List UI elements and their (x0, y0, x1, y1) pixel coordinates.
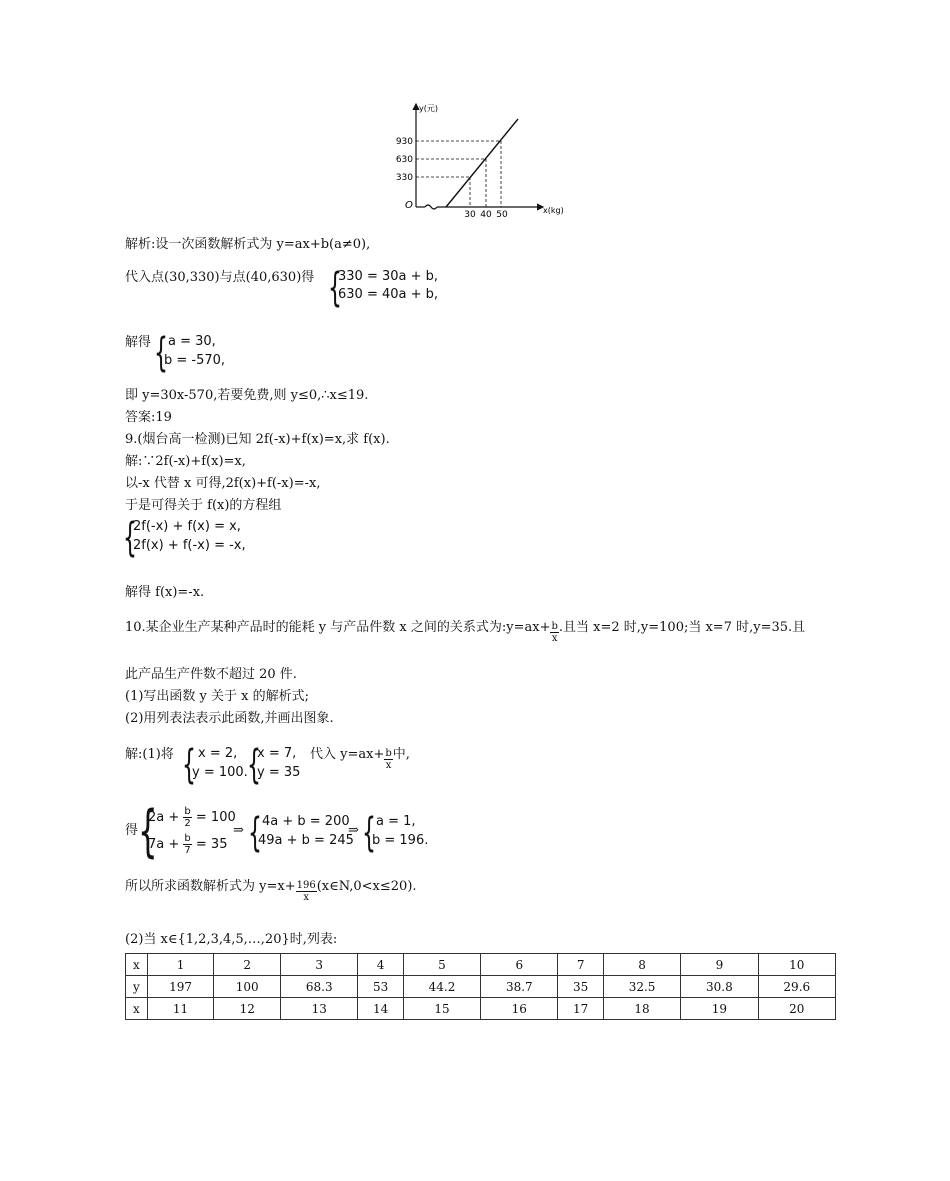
numerator: b (551, 621, 558, 632)
table-cell: 18 (603, 998, 680, 1020)
analysis-line-2: 代入点(30,330)与点(40,630)得 (125, 270, 315, 285)
table-cell: 29.6 (758, 976, 835, 998)
brace: { (248, 810, 262, 856)
function-line (446, 119, 518, 207)
price-weight-graph (385, 100, 585, 220)
table-cell: y (126, 976, 148, 998)
problem-10-q1: (1)写出函数 y 关于 x 的解析式; (125, 689, 309, 704)
table-cell: 1 (147, 954, 214, 976)
denominator: x (303, 892, 309, 903)
table-cell: 12 (214, 998, 281, 1020)
table-cell: 68.3 (281, 976, 358, 998)
table-cell: 6 (481, 954, 558, 976)
x-tick-30: 30 (464, 210, 476, 220)
text: 代入 y=ax+ (310, 747, 385, 762)
equation: b = -570, (164, 353, 226, 368)
table-cell: 14 (358, 998, 403, 1020)
value-table (125, 953, 836, 1020)
equation: 330 = 30a + b, (338, 269, 439, 284)
problem-10-line-2: 此产品生产件数不超过 20 件. (125, 667, 297, 682)
analysis-line-4: 即 y=30x-570,若要免费,则 y≤0,∴x≤19. (125, 388, 369, 403)
numerator: 196 (296, 880, 316, 891)
table-cell: 44.2 (403, 976, 480, 998)
equation: a = 30, (168, 334, 216, 349)
table-cell: 100 (214, 976, 281, 998)
equation-system-4 (182, 742, 252, 788)
solution-10-line-1b (310, 746, 410, 771)
equation: 2a + $\frac{b}{2}$ = 100 (148, 806, 236, 829)
brace: { (123, 515, 137, 561)
table-cell: 15 (403, 998, 480, 1020)
equation-system-6 (138, 799, 238, 864)
equation-system-1 (328, 265, 458, 311)
table-cell: 17 (558, 998, 603, 1020)
brace: { (247, 742, 261, 788)
denominator: x (385, 760, 392, 771)
table-cell: 7 (558, 954, 603, 976)
table-cell: 3 (281, 954, 358, 976)
numerator: b (184, 833, 191, 844)
equation-system-8 (362, 810, 442, 856)
equation: 630 = 40a + b, (338, 287, 439, 302)
table-row (126, 976, 836, 998)
brace: { (154, 330, 168, 376)
brace: { (138, 799, 158, 864)
fraction (550, 621, 558, 644)
equation: 49a + b = 245 (258, 833, 354, 848)
y-tick-330: 330 (395, 173, 413, 183)
y-axis-label: y(元) (419, 104, 438, 113)
axis-break (425, 205, 437, 209)
x-tick-50: 50 (496, 210, 508, 220)
equation: b = 196. (372, 833, 429, 848)
equation: 2f(-x) + f(x) = x, (133, 519, 241, 534)
equation: y = 100. (192, 765, 248, 780)
numerator: b (385, 748, 392, 759)
table-cell: x (126, 954, 148, 976)
problem-9-result: 解得 f(x)=-x. (125, 585, 205, 600)
x-axis-label: x(kg) (543, 206, 564, 215)
table-cell: 32.5 (603, 976, 680, 998)
numerator: b (184, 806, 191, 817)
table-cell: 9 (681, 954, 758, 976)
table-cell: x (126, 998, 148, 1020)
brace: { (328, 265, 342, 311)
table-cell: 13 (281, 998, 358, 1020)
solve-label-1: 解得 (125, 335, 152, 350)
brace: { (362, 810, 376, 856)
y-tick-630: 630 (395, 155, 413, 165)
table-row (126, 998, 836, 1020)
problem-10-title (125, 619, 805, 644)
denominator: 2 (184, 818, 191, 829)
table-cell: 5 (403, 954, 480, 976)
equation-system-7 (248, 810, 358, 856)
solution-10-part2: (2)当 x∈{1,2,3,4,5,…,20}时,列表: (125, 932, 338, 947)
table-cell: 30.8 (681, 976, 758, 998)
equation: 4a + b = 200 (262, 814, 350, 829)
table-cell: 19 (681, 998, 758, 1020)
x-tick-40: 40 (480, 210, 492, 220)
table-cell: 35 (558, 976, 603, 998)
analysis-line-1: 解析:设一次函数解析式为 y=ax+b(a≠0), (125, 237, 371, 252)
fraction (296, 880, 317, 903)
table-cell: 4 (358, 954, 403, 976)
implies-arrow-2: ⇒ (348, 823, 359, 838)
text: 所以所求函数解析式为 y=x+ (125, 879, 296, 894)
equation: x = 2, (198, 746, 238, 761)
equation: y = 35 (257, 765, 301, 780)
problem-9-sol-3: 于是可得关于 f(x)的方程组 (125, 498, 282, 513)
table-cell: 38.7 (481, 976, 558, 998)
fraction (183, 806, 191, 829)
problem-10-q2: (2)用列表法表示此函数,并画出图象. (125, 711, 334, 726)
equation-system-5 (247, 742, 307, 788)
table-cell: 10 (758, 954, 835, 976)
problem-9-sol-1: 解:∵2f(-x)+f(x)=x, (125, 454, 246, 469)
y-tick-930: 930 (395, 137, 413, 147)
denominator: 7 (184, 845, 191, 856)
fraction (384, 748, 392, 771)
denominator: x (551, 633, 558, 644)
implies-arrow-1: ⇒ (233, 823, 244, 838)
equation: a = 1, (376, 814, 416, 829)
solution-10-line-1: 解:(1)将 (125, 747, 174, 762)
text: .且当 x=2 时,y=100;当 x=7 时,y=35.且 (558, 620, 806, 635)
equation-system-2 (154, 330, 254, 376)
equation: 7a + $\frac{b}{7}$ = 35 (148, 833, 228, 856)
text: 中, (392, 747, 410, 762)
equation-system-3 (123, 515, 283, 561)
table-cell: 20 (758, 998, 835, 1020)
table-cell: 8 (603, 954, 680, 976)
table-cell: 197 (147, 976, 214, 998)
brace: { (182, 742, 196, 788)
table-cell: 16 (481, 998, 558, 1020)
fraction (183, 833, 191, 856)
solution-10-result (125, 878, 417, 903)
equation: 2f(x) + f(-x) = -x, (133, 538, 246, 553)
text: 10.某企业生产某种产品时的能耗 y 与产品件数 x 之间的关系式为:y=ax+ (125, 620, 551, 635)
answer-line: 答案:19 (125, 410, 172, 425)
table-cell: 11 (147, 998, 214, 1020)
problem-9-title: 9.(烟台高一检测)已知 2f(-x)+f(x)=x,求 f(x). (125, 432, 390, 447)
table-cell: 53 (358, 976, 403, 998)
solution-10-de: 得 (125, 823, 139, 838)
text: (x∈N,0<x≤20). (316, 879, 417, 894)
table-row (126, 954, 836, 976)
equation: x = 7, (257, 746, 297, 761)
origin-label: O (405, 200, 413, 211)
problem-9-sol-2: 以-x 代替 x 可得,2f(x)+f(-x)=-x, (125, 476, 321, 491)
table-cell: 2 (214, 954, 281, 976)
